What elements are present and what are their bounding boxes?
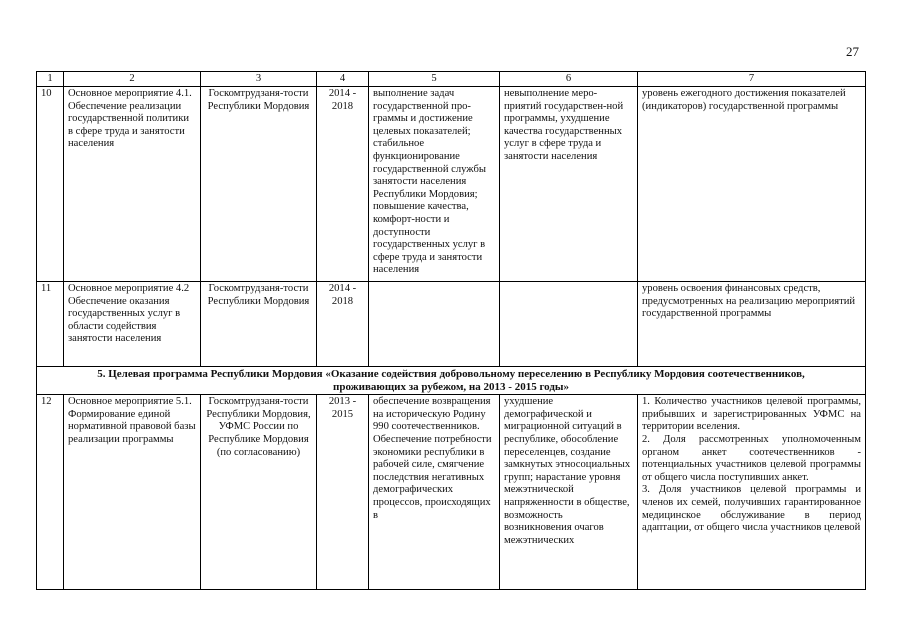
- indicator-cell: уровень освоения финансовых средств, предусмотренных на реализацию мероприятий государственной программы: [638, 282, 866, 367]
- row-number: 10: [37, 87, 64, 282]
- header-row: [37, 72, 866, 87]
- table-row: [37, 282, 866, 367]
- header-cell: 1: [37, 72, 64, 87]
- row-number: 11: [37, 282, 64, 367]
- period-cell: 2014 - 2018: [317, 87, 369, 282]
- period-cell: 2013 - 2015: [317, 395, 369, 590]
- indicator-cell: [638, 395, 866, 590]
- indicator-item-1: 1. Количество участников целевой программы, прибывших и зарегистрированных УФМС на территории вселения.: [642, 396, 861, 433]
- section-heading: [37, 367, 866, 395]
- section-title-line-1: 5. Целевая программа Республики Мордовия «Оказание содействия добровольному переселению в Республику Мордовия соотечественников,: [97, 368, 805, 380]
- header-cell: 2: [64, 72, 201, 87]
- measure-cell: Основное мероприятие 4.1. Обеспечение реализации государственной политики в сфере труда и занятости населения: [64, 87, 201, 282]
- measures-table: [36, 71, 866, 590]
- section-heading-row: [37, 367, 866, 395]
- header-cell: 7: [638, 72, 866, 87]
- result-cell: [369, 282, 500, 367]
- executor-cell: Госкомтрудзаня-тости Республики Мордовия: [201, 87, 317, 282]
- result-cell: выполнение задач государственной про-граммы и достижение целевых показателей; стабильное функционирование государственной службы занятости населения Республики Мордовия; повышение качества, комфорт-ности и доступности государственных услуг в сфере труда и занятости населения: [369, 87, 500, 282]
- consequence-cell: ухудшение демографической и миграционной ситуаций в республике, обособление переселенцев, создание замкнутых этносоциальных групп; нарастание уровня межэтнической напряженности в обществе, возможность возникновения очагов межэтнических: [500, 395, 638, 590]
- header-cell: 4: [317, 72, 369, 87]
- indicator-item-2: 2. Доля рассмотренных уполномоченным органом анкет соотечественников - потенциальных участников целевой программы от общего числа поступивших анкет.: [642, 433, 861, 483]
- page-number: 27: [846, 44, 859, 59]
- row-number: 12: [37, 395, 64, 590]
- indicator-item-3: 3. Доля участников целевой программы и членов их семей, получивших гарантированное медицинское обслуживание в период адаптации, от общего числа участников целевой: [642, 484, 861, 534]
- header-cell: 5: [369, 72, 500, 87]
- executor-cell: Госкомтрудзаня-тости Республики Мордовия, УФМС России по Республике Мордовия (по согласованию): [201, 395, 317, 590]
- consequence-cell: [500, 282, 638, 367]
- period-cell: 2014 - 2018: [317, 282, 369, 367]
- measure-cell: Основное мероприятие 5.1. Формирование единой нормативной правовой базы реализации программы: [64, 395, 201, 590]
- section-title-line-2: проживающих за рубежом, на 2013 - 2015 годы»: [333, 380, 569, 393]
- table-row: [37, 395, 866, 590]
- executor-cell: Госкомтрудзаня-тости Республики Мордовия: [201, 282, 317, 367]
- header-cell: 6: [500, 72, 638, 87]
- indicator-cell: уровень ежегодного достижения показателей (индикаторов) государственной программы: [638, 87, 866, 282]
- result-cell: обеспечение возвращения на историческую Родину 990 соотечественников. Обеспечение потребности экономики республики в рабочей силе, смягчение последствия негативных демографических процессов, происходящих в: [369, 395, 500, 590]
- consequence-cell: невыполнение меро-приятий государствен-ной программы, ухудшение качества государственных услуг в сфере труда и занятости населения: [500, 87, 638, 282]
- measure-cell: Основное мероприятие 4.2 Обеспечение оказания государственных услуг в области содействия занятости населения: [64, 282, 201, 367]
- header-cell: 3: [201, 72, 317, 87]
- table-row: [37, 87, 866, 282]
